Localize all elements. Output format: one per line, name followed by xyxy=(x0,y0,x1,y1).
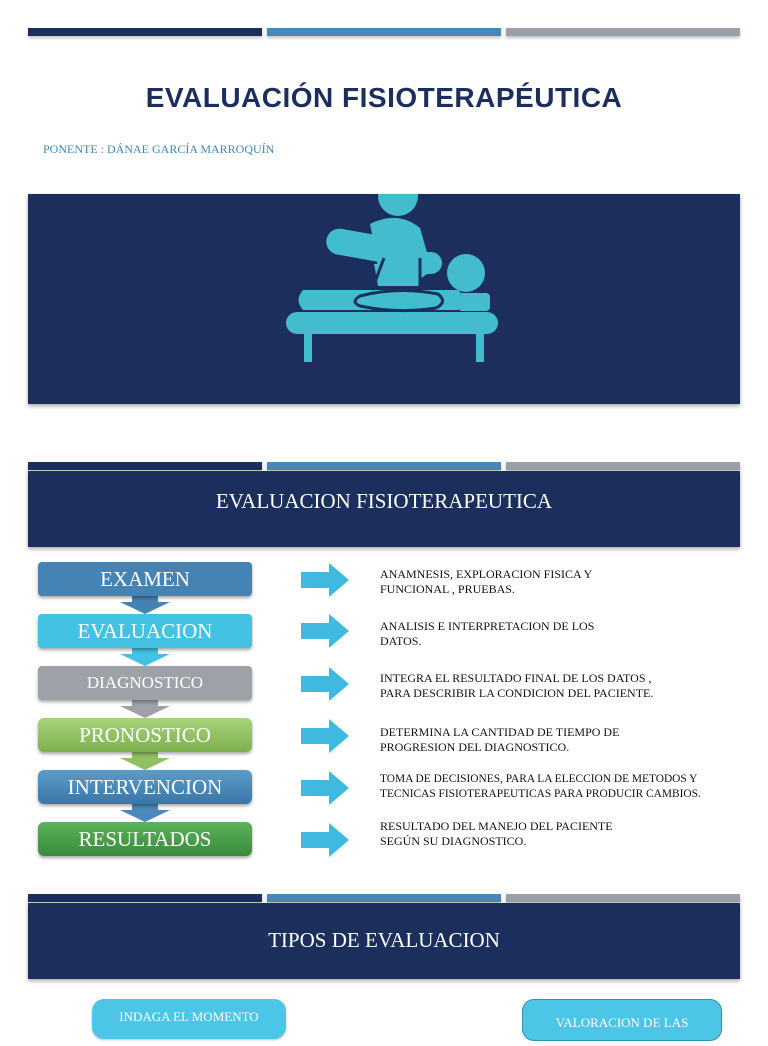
divider-bar-grey xyxy=(506,894,740,902)
divider-bar-mid xyxy=(267,28,501,36)
right-arrow-icon xyxy=(301,719,349,753)
down-arrow-icon xyxy=(120,804,170,822)
divider-bar-dark xyxy=(28,894,262,902)
down-arrow-icon xyxy=(120,752,170,770)
evaluation-type-box: INDAGA EL MOMENTO xyxy=(92,999,286,1039)
step-resultados: RESULTADOS xyxy=(38,822,252,856)
divider-bar-grey xyxy=(506,462,740,470)
step-evaluacion: EVALUACION xyxy=(38,614,252,648)
down-arrow-icon xyxy=(120,700,170,718)
step-description: TOMA DE DECISIONES, PARA LA ELECCION DE METODOS Y TECNICAS FISIOTERAPEUTICAS PARA PRODUCIR CAMBIOS. xyxy=(380,773,701,800)
step-intervencion: INTERVENCION xyxy=(38,770,252,804)
right-arrow-icon xyxy=(301,667,349,701)
right-arrow-icon xyxy=(301,771,349,805)
step-description: ANALISIS E INTERPRETACION DE LOS DATOS. xyxy=(380,619,595,648)
physiotherapist-treating-patient-icon xyxy=(28,194,740,404)
divider-bar-mid xyxy=(267,462,501,470)
divider-bar-mid xyxy=(267,894,501,902)
step-diagnostico: DIAGNOSTICO xyxy=(38,666,252,700)
step-description: INTEGRA EL RESULTADO FINAL DE LOS DATOS , PARA DESCRIBIR LA CONDICION DEL PACIENTE. xyxy=(380,671,654,700)
right-arrow-icon xyxy=(301,823,349,857)
evaluation-type-box: VALORACION DE LAS xyxy=(522,999,722,1041)
hero-banner xyxy=(28,194,740,404)
presenter-name: PONENTE : DÁNAE GARCÍA MARROQUÍN xyxy=(43,142,275,156)
page-title: EVALUACIÓN FISIOTERAPÉUTICA xyxy=(145,82,623,113)
right-arrow-icon xyxy=(301,614,349,648)
step-pronostico: PRONOSTICO xyxy=(38,718,252,752)
down-arrow-icon xyxy=(120,596,170,614)
down-arrow-icon xyxy=(120,648,170,666)
section-banner: TIPOS DE EVALUACION xyxy=(28,903,740,979)
divider-bar-grey xyxy=(506,28,740,36)
step-examen: EXAMEN xyxy=(38,562,252,596)
right-arrow-icon xyxy=(301,563,349,597)
section-banner: EVALUACION FISIOTERAPEUTICA xyxy=(28,471,740,547)
step-description: RESULTADO DEL MANEJO DEL PACIENTE SEGÚN SU DIAGNOSTICO. xyxy=(380,819,613,848)
step-description: ANAMNESIS, EXPLORACION FISICA Y FUNCIONAL , PRUEBAS. xyxy=(380,567,593,596)
divider-bar-dark xyxy=(28,462,262,470)
step-description: DETERMINA LA CANTIDAD DE TIEMPO DE PROGRESION DEL DIAGNOSTICO. xyxy=(380,725,620,754)
divider-bar-dark xyxy=(28,28,262,36)
